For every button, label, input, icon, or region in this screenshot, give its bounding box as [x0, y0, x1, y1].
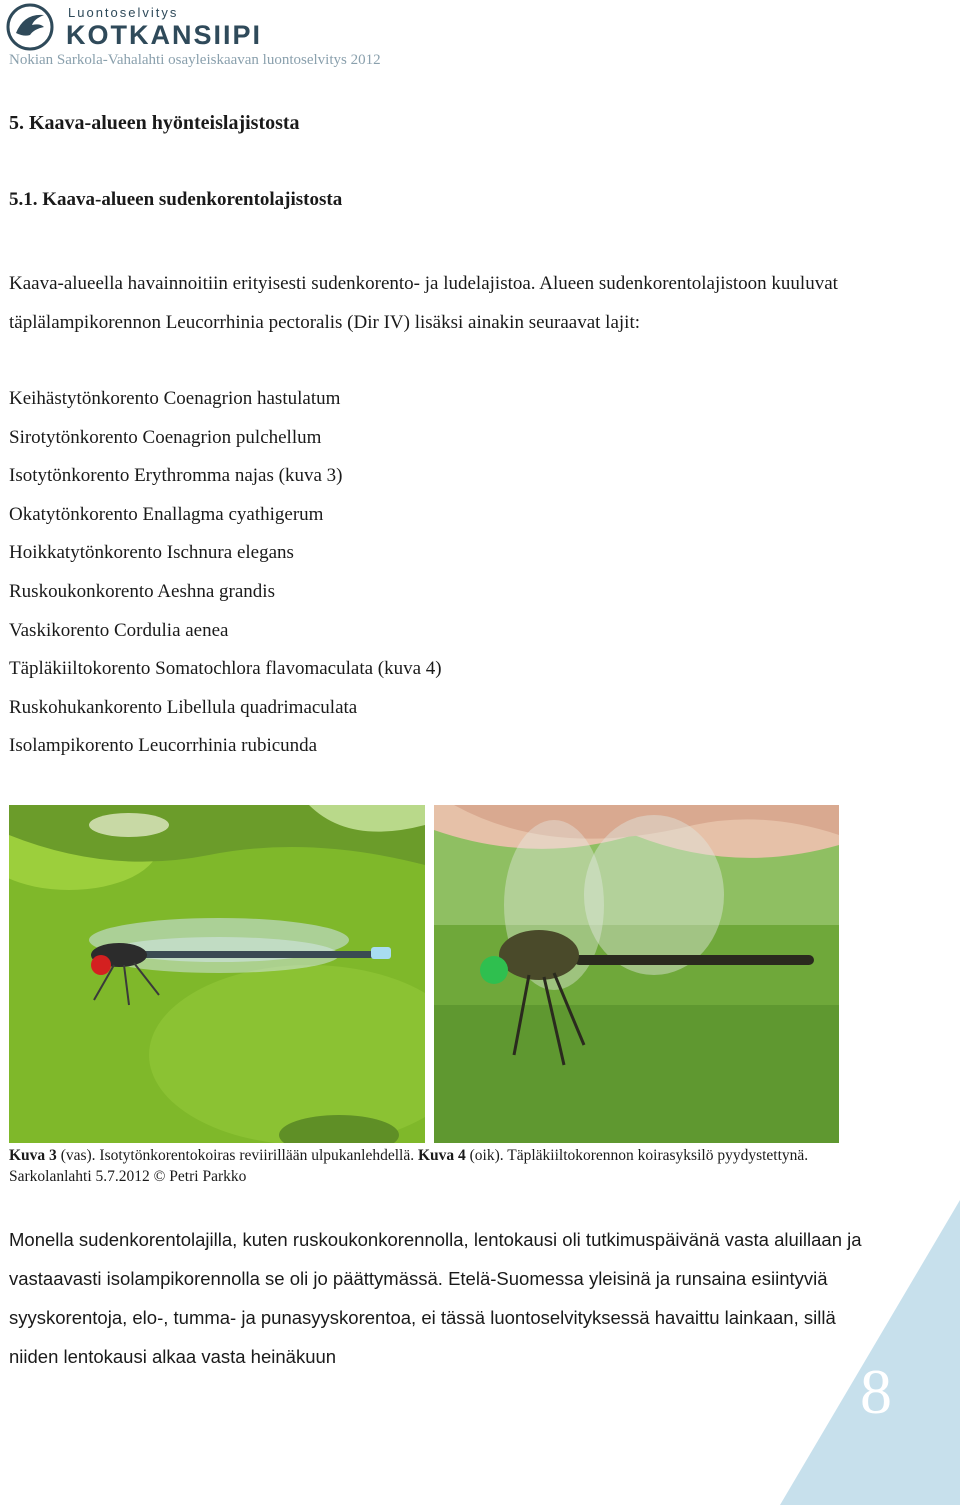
- photo-caption: [9, 1145, 829, 1187]
- section-heading: 5. Kaava-alueen hyönteislajistosta: [9, 112, 300, 134]
- list-item: Sirotytönkorento Coenagrion pulchellum: [9, 426, 322, 448]
- list-item: Täpläkiiltokorento Somatochlora flavomaculata (kuva 4): [9, 658, 442, 680]
- page-corner-decoration: [780, 1200, 960, 1505]
- list-item: Okatytönkorento Enallagma cyathigerum: [9, 503, 324, 525]
- subsection-heading: 5.1. Kaava-alueen sudenkorentolajistosta: [9, 189, 343, 210]
- species-list: [9, 380, 442, 766]
- list-item: Isotytönkorento Erythromma najas (kuva 3): [9, 465, 343, 487]
- list-item: Isolampikorento Leucorrhinia rubicunda: [9, 735, 318, 757]
- list-item: Keihästytönkorento Coenagrion hastulatum: [9, 388, 341, 409]
- list-item: Ruskoukonkorento Aeshna grandis: [9, 580, 275, 602]
- dragonfly-photo: [434, 805, 839, 1143]
- body-paragraph: Monella sudenkorentolajilla, kuten ruskoukonkorennolla, lentokausi oli tutkimuspäivänä vasta aluillaan ja vastaavasti isolampikorennolla se oli jo päättymässä. Etelä-Suomessa yleisinä ja runsaina esiintyviä syyskorentoja, elo-, tumma- ja punasyyskorentoa, ei tässä luontoselvityksessä havaittu lainkaan, sillä niiden lentokausi alkaa vasta heinäkuun: [9, 1229, 862, 1367]
- damselfly-photo: [9, 805, 425, 1143]
- list-item: Ruskohukankorento Libellula quadrimaculata: [9, 696, 358, 718]
- page-header: [0, 0, 960, 74]
- caption-text-kuva4: (oik). Täpläkiiltokorennon koirasyksilö pyydystettynä. Sarkolanlahti 5.7.2012 © Petri Parkko: [9, 1147, 809, 1185]
- kotkansiipi-logo: [6, 3, 266, 53]
- caption-label-kuva3: Kuva 3: [9, 1147, 57, 1164]
- list-item: Vaskikorento Cordulia aenea: [9, 619, 229, 641]
- eagle-wing-icon: [6, 3, 54, 51]
- caption-text-kuva3: (vas). Isotytönkorentokoiras reviirillään ulpukanlehdellä.: [56, 1147, 418, 1164]
- intro-paragraph: Kaava-alueella havainnoitiin erityisesti sudenkorento- ja ludelajistoa. Alueen sudenkorentolajistoon kuuluvat täplälampikorennon Leucorrhinia pectoralis (Dir IV) lisäksi ainakin seuraavat lajit:: [9, 273, 838, 333]
- logo-wordmark: KOTKANSIIPI: [66, 20, 263, 50]
- document-subtitle: Nokian Sarkola-Vahalahti osayleiskaavan luontoselvitys 2012: [9, 52, 381, 68]
- logo-tagline: Luontoselvitys: [68, 5, 179, 20]
- caption-label-kuva4: Kuva 4: [417, 1147, 466, 1164]
- list-item: Hoikkatytönkorento Ischnura elegans: [9, 542, 294, 564]
- page-number: 8: [860, 1356, 892, 1427]
